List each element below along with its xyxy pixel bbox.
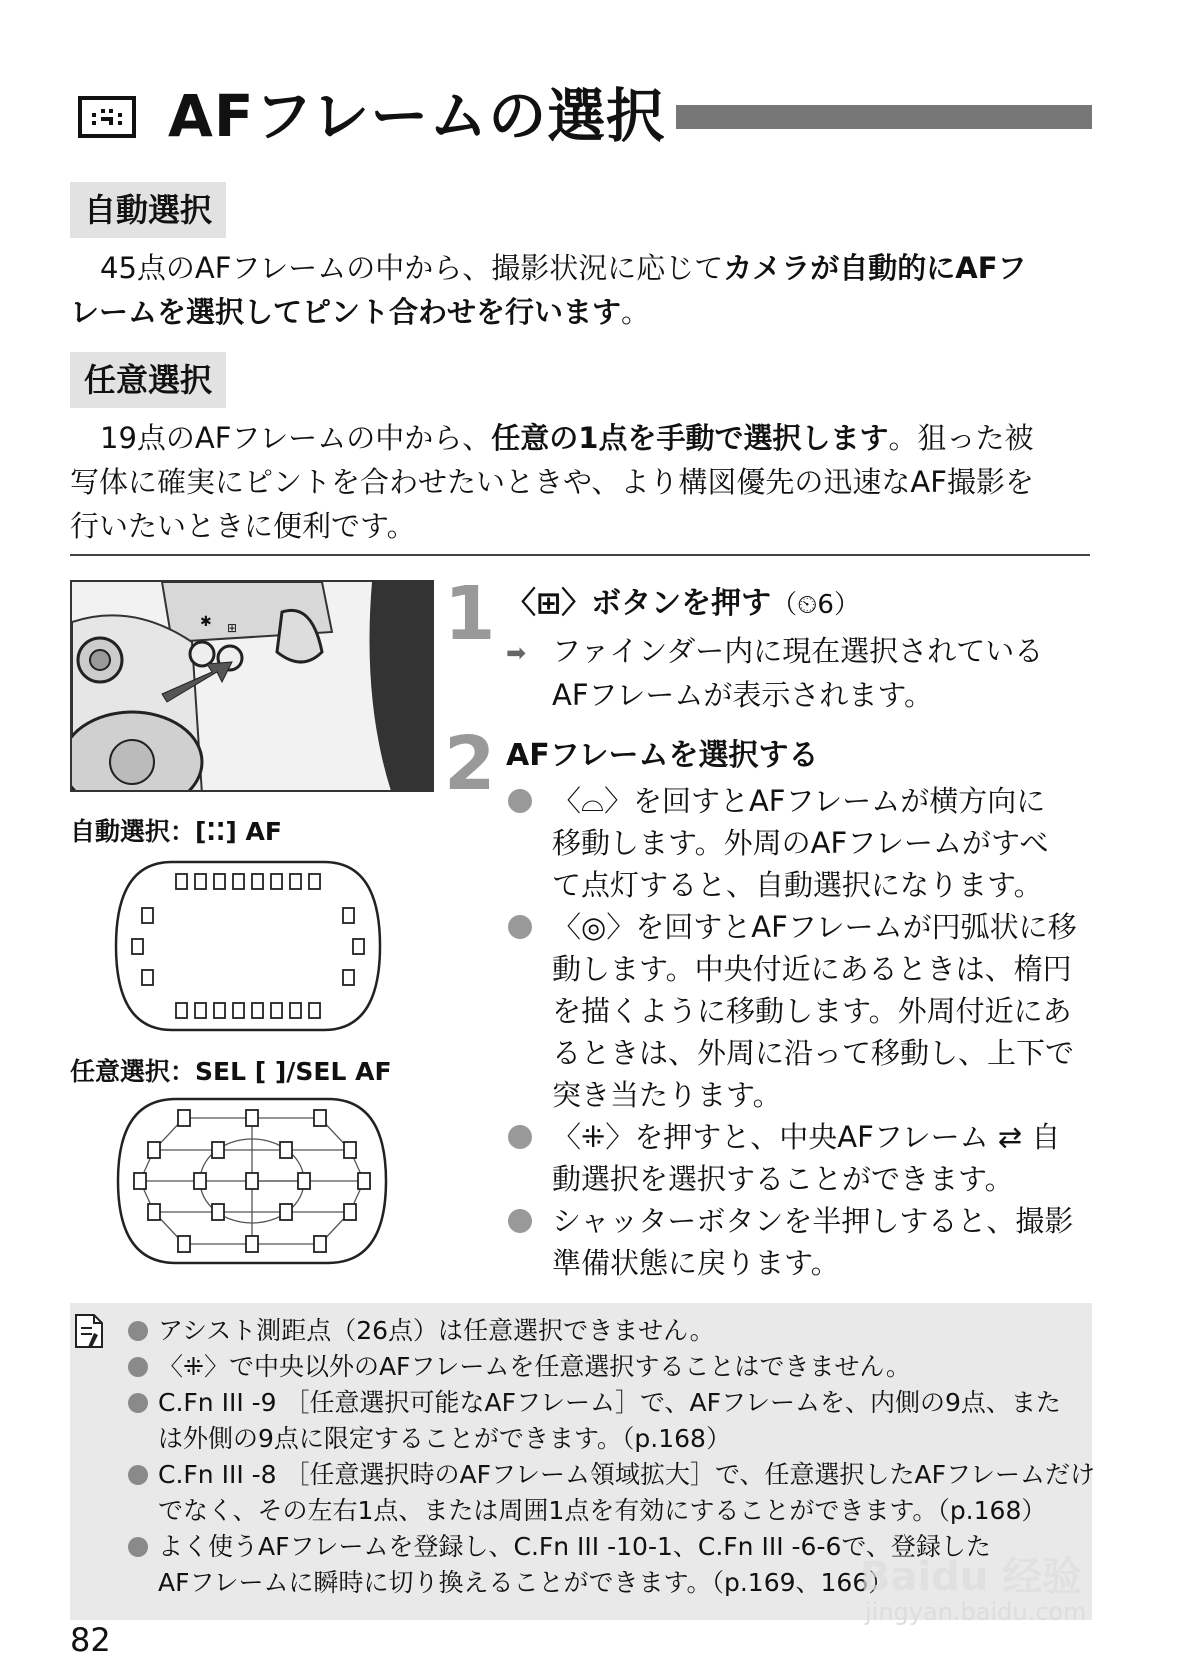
manual-af-diagram: [114, 1096, 390, 1270]
bullet-icon: [128, 1393, 148, 1413]
auto-diagram-label: 自動選択：[⁚⁚] AF: [70, 817, 282, 846]
bullet-1-line-3: て点灯すると、自動選択になります。: [552, 868, 1043, 902]
bullet-3-line-2: 動選択を選択することができます。: [552, 1162, 1014, 1196]
manual-line3: 行いたいときに便利です。: [70, 509, 416, 543]
auto-line1-plain: 45点のAFフレームの中から、撮影状況に応じて: [100, 251, 724, 285]
step-1-body: [506, 630, 1086, 716]
note-item: [128, 1349, 1078, 1385]
bullet-1-line-2: 移動します。外周のAFフレームがすべ: [552, 826, 1049, 860]
step-2-bullet: [506, 780, 1096, 906]
bullet-icon: [508, 1209, 532, 1233]
title-rule: [676, 105, 1092, 129]
bullet-2-line-5: 突き当たります。: [552, 1078, 782, 1112]
bullet-icon: [128, 1321, 148, 1341]
manual-line1-plain-a: 19点のAFフレームの中から、: [100, 421, 492, 455]
step-1-number: 1: [444, 571, 496, 657]
step-2-bullet: [506, 906, 1096, 1116]
note-5-line-2: AFフレームに瞬時に切り換えることができます。（p.169、166）: [158, 1568, 894, 1597]
page-title: AFフレームの選択: [168, 82, 666, 150]
note-item: [128, 1313, 1078, 1349]
bullet-3-line-1: 〈⁜〉を押すと、中央AFフレーム ⇄ 自: [552, 1120, 1061, 1154]
step-1-title-text: 〈⊞〉ボタンを押す: [506, 586, 772, 621]
note-item: [128, 1385, 1078, 1457]
bullet-1-line-1: 〈⌓〉を回すとAFフレームが横方向に: [552, 784, 1046, 818]
step-1-title-suffix: （⏲6）: [771, 590, 860, 620]
step-2-number: 2: [444, 721, 496, 807]
bullet-icon: [128, 1357, 148, 1377]
manual-diagram-label: 任意選択：SEL [ ]/SEL AF: [70, 1057, 392, 1086]
auto-line2-plain: 。: [621, 295, 651, 329]
manual-select-heading: 任意選択: [70, 352, 226, 408]
auto-af-diagram: [112, 858, 384, 1038]
bullet-icon: [508, 915, 532, 939]
bullet-icon: [508, 789, 532, 813]
auto-line2-bold: レームを選択してピント合わせを行います: [70, 295, 622, 329]
bullet-4-line-2: 準備状態に戻ります。: [552, 1246, 840, 1280]
note-3-line-1: C.Fn III -9 ［任意選択可能なAFフレーム］で、AFフレームを、内側の9点、また: [158, 1388, 1061, 1417]
step-1-title: [506, 578, 860, 622]
bullet-2-line-3: を描くように移動します。外周付近にあ: [552, 994, 1072, 1028]
bullet-2-line-1: 〈◎〉を回すとAFフレームが円弧状に移: [552, 910, 1077, 944]
note-item: [128, 1457, 1095, 1529]
watermark-logo: Baidu 经验: [860, 1554, 1083, 1600]
bullet-4-line-1: シャッターボタンを半押しすると、撮影: [552, 1204, 1074, 1238]
bullet-icon: [508, 1125, 532, 1149]
watermark-url: jingyan.baidu.com: [865, 1598, 1087, 1626]
svg-text:⊞: ⊞: [227, 621, 238, 635]
memo-icon: [74, 1313, 104, 1353]
step-2-bullet: [506, 1200, 1096, 1284]
note-2-line-1: 〈⁜〉で中央以外のAFフレームを任意選択することはできません。: [158, 1352, 911, 1381]
manual-line1-plain-b: 。狙った被: [888, 421, 1034, 455]
page-number: 82: [70, 1621, 111, 1659]
manual-line2: 写体に確実にピントを合わせたいときや、より構図優先の迅速なAF撮影を: [70, 465, 1034, 499]
bullet-2-line-2: 動します。中央付近にあるときは、楕円: [552, 952, 1072, 986]
bullet-2-line-4: るときは、外周に沿って移動し、上下で: [552, 1036, 1075, 1070]
camera-illustration: [70, 580, 434, 792]
section-divider: [70, 554, 1090, 556]
note-1-line-1: アシスト測距点（26点）は任意選択できません。: [158, 1316, 715, 1345]
bullet-icon: [128, 1465, 148, 1485]
bullet-icon: [128, 1537, 148, 1557]
note-4-line-1: C.Fn III -8 ［任意選択時のAFフレーム領域拡大］で、任意選択したAFフレームだけ: [158, 1460, 1095, 1489]
step-2-title: AFフレームを選択する: [506, 738, 819, 773]
af-frame-icon: [78, 96, 136, 138]
step-2-body: [506, 780, 1096, 1284]
auto-select-paragraph: [70, 246, 1100, 334]
auto-line1-bold: カメラが自動的にAFフ: [723, 251, 1027, 285]
step-1-line2: AFフレームが表示されます。: [552, 678, 934, 712]
manual-line1-bold: 任意の1点を手動で選択します: [491, 421, 889, 455]
note-4-line-2: でなく、その左右1点、または周囲1点を有効にすることができます。（p.168）: [158, 1496, 1047, 1525]
note-3-line-2: は外側の9点に限定することができます。（p.168）: [158, 1424, 731, 1453]
manual-select-paragraph: [70, 416, 1100, 548]
note-5-line-1: よく使うAFフレームを登録し、C.Fn III -10-1、C.Fn III -6-6で、登録した: [158, 1532, 991, 1561]
svg-text:✱: ✱: [200, 614, 212, 630]
step-2-bullet: [506, 1116, 1096, 1200]
result-arrow-icon: ➡: [506, 639, 527, 667]
step-1-line1: ファインダー内に現在選択されている: [552, 634, 1044, 668]
auto-select-heading: 自動選択: [70, 182, 226, 238]
